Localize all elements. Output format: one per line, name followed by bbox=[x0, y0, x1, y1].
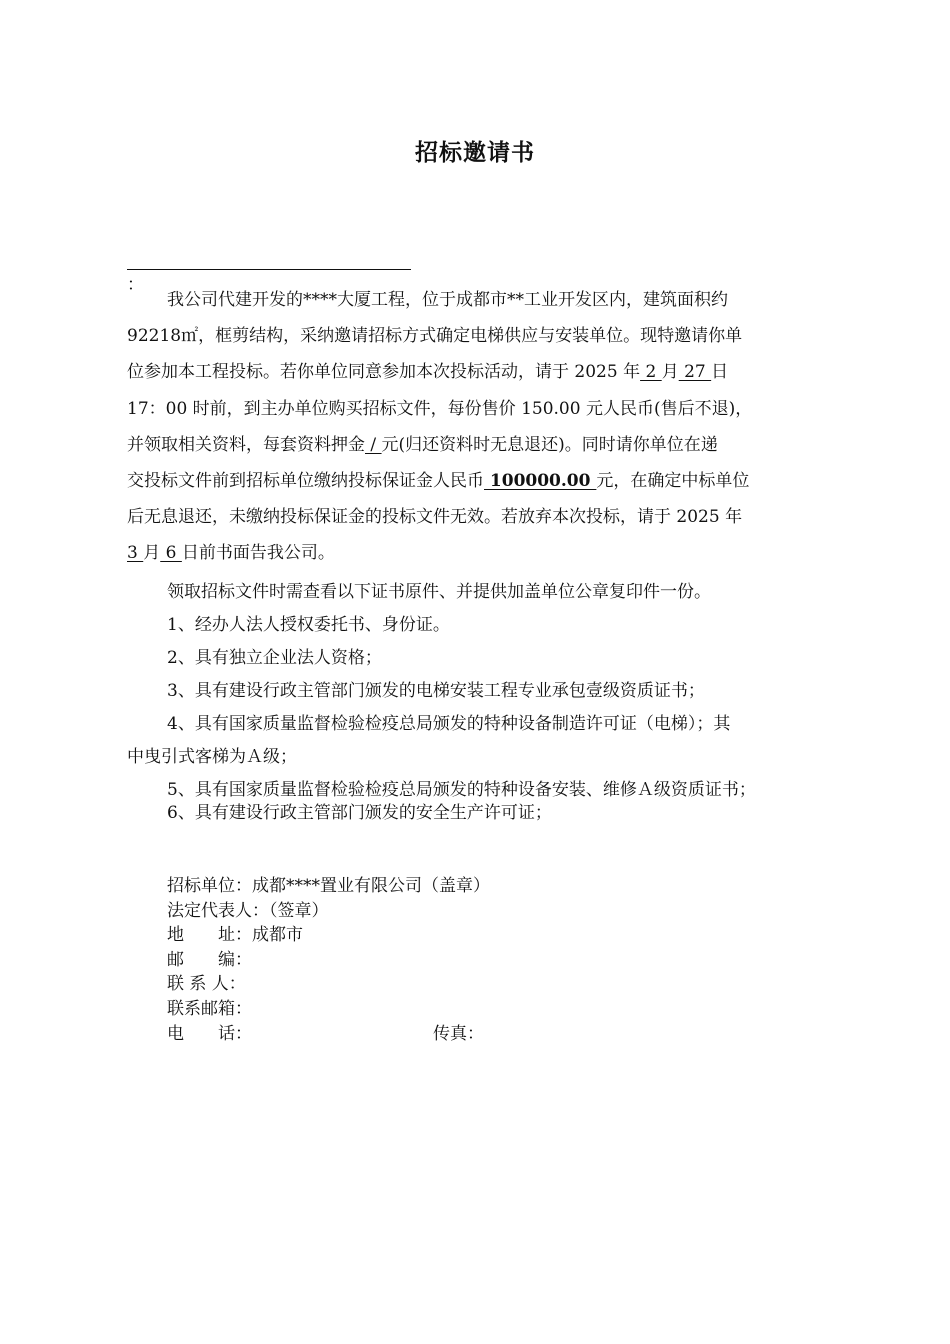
deadline-day: 27 bbox=[678, 362, 712, 383]
address-value: 成都市 bbox=[252, 925, 303, 946]
requirement-item: 2、具有独立企业法人资格； bbox=[167, 648, 382, 668]
recipient-line bbox=[127, 250, 427, 295]
fax-label: 传真： bbox=[433, 1023, 484, 1044]
requirement-item: 1、经办人法人授权委托书、身份证。 bbox=[167, 615, 450, 635]
withdraw-month: 3 bbox=[127, 543, 144, 564]
paragraph-line: 3 月 6 日前书面告我公司。 bbox=[127, 543, 335, 564]
email-row bbox=[167, 997, 490, 1022]
deadline-month: 2 bbox=[640, 362, 662, 383]
requirement-item: 6、具有建设行政主管部门颁发的安全生产许可证； bbox=[167, 803, 552, 823]
paragraph-line: 我公司代建开发的****大厦工程，位于成都市**工业开发区内，建筑面积约 bbox=[167, 290, 728, 310]
requirement-item: 3、具有建设行政主管部门颁发的电梯安装工程专业承包壹级资质证书； bbox=[167, 681, 705, 701]
sender-info bbox=[167, 874, 490, 1046]
address-row bbox=[167, 923, 490, 948]
paragraph-line: 后无息退还，未缴纳投标保证金的投标文件无效。若放弃本次投标，请于 2025 年 bbox=[127, 507, 743, 528]
invitation-paragraph bbox=[127, 282, 827, 572]
withdraw-day: 6 bbox=[160, 543, 182, 564]
requirements-section bbox=[127, 576, 827, 830]
contact-row bbox=[167, 972, 490, 997]
postcode-row bbox=[167, 948, 490, 973]
requirement-item-continued: 中曳引式客梯为Ａ级； bbox=[127, 747, 297, 767]
email-label: 联系邮箱： bbox=[167, 998, 252, 1019]
tendering-unit: 招标单位：成都****置业有限公司（盖章） bbox=[167, 876, 490, 896]
paragraph-line: 并领取相关资料，每套资料押金 / 元(归还资料时无息退还)。同时请你单位在递 bbox=[127, 434, 718, 455]
paragraph-line: 17：00 时前，到主办单位购买招标文件，每份售价 150.00 元人民币(售后不退)， bbox=[127, 398, 753, 419]
address-label: 地 址： bbox=[167, 925, 252, 946]
recipient-blank bbox=[127, 251, 411, 270]
paragraph-line: 交投标文件前到招标单位缴纳投标保证金人民币 100000.00 元，在确定中标单位 bbox=[127, 470, 750, 491]
bid-bond-amount: 100000.00 bbox=[484, 470, 597, 491]
contact-label: 联 系 人： bbox=[167, 974, 246, 995]
recipient-colon: ： bbox=[127, 275, 144, 295]
postcode-label: 邮 编： bbox=[167, 949, 252, 970]
requirement-item: 5、具有国家质量监督检验检疫总局颁发的特种设备安装、维修Ａ级资质证书； bbox=[167, 780, 756, 800]
requirement-item: 4、具有国家质量监督检验检疫总局颁发的特种设备制造许可证（电梯）；其 bbox=[167, 714, 731, 734]
legal-representative: 法定代表人：（签章） bbox=[167, 900, 329, 921]
phone-fax-row bbox=[167, 1022, 490, 1047]
phone-label: 电 话： bbox=[167, 1023, 252, 1044]
document-title: 招标邀请书 bbox=[415, 140, 535, 166]
paragraph-line: 92218㎡，框剪结构，采纳邀请招标方式确定电梯供应与安装单位。现特邀请你单 bbox=[127, 326, 743, 347]
deposit-amount: / bbox=[365, 434, 382, 455]
paragraph-line: 位参加本工程投标。若你单位同意参加本次投标活动，请于 2025 年 2 月 27 日 bbox=[127, 362, 729, 383]
paragraph-note: 领取招标文件时需查看以下证书原件、并提供加盖单位公章复印件一份。 bbox=[167, 582, 711, 602]
